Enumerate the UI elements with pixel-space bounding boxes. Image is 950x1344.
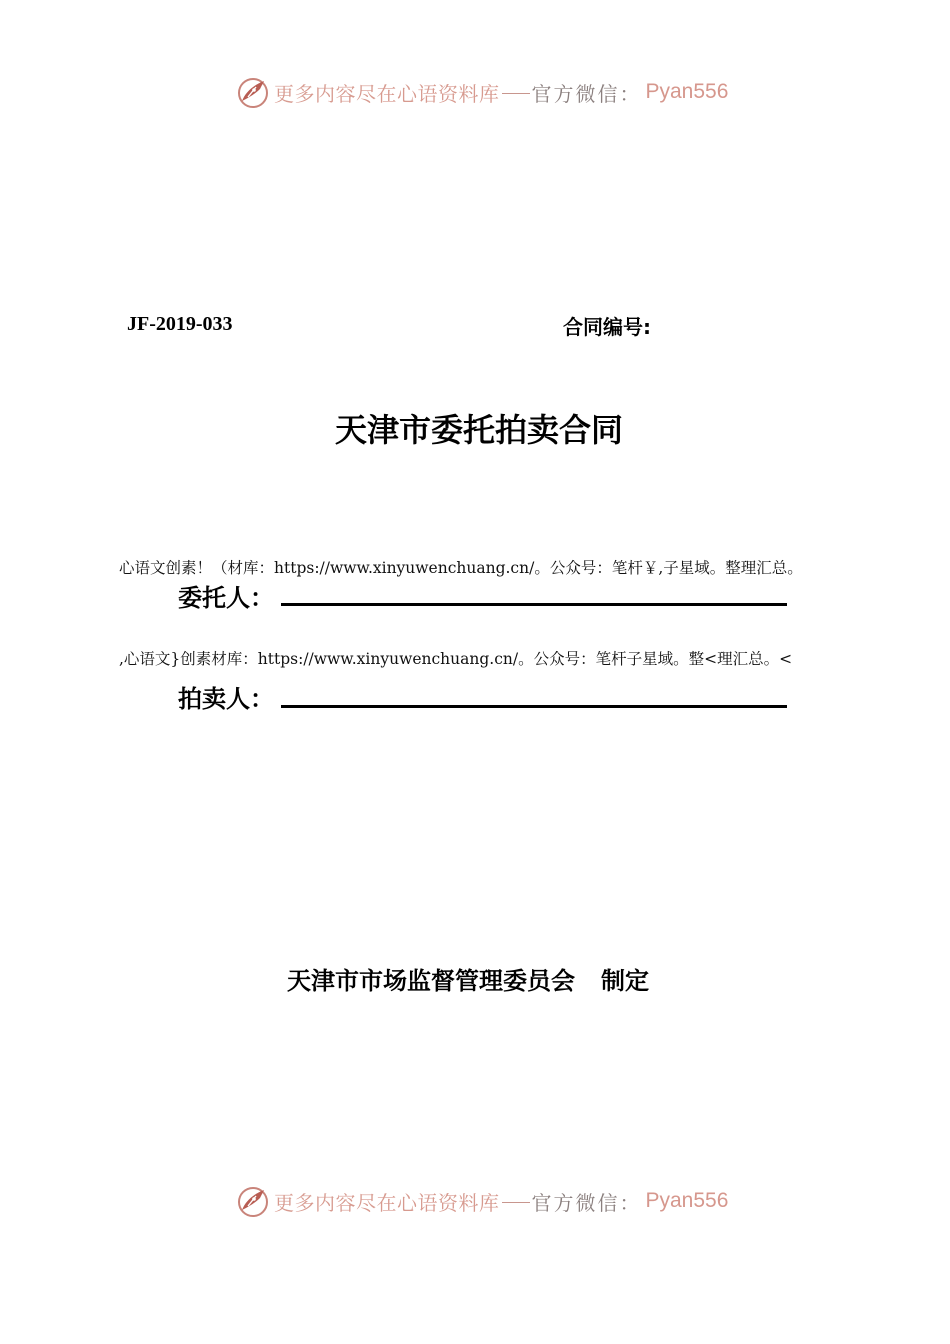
watermark-label: 官方微信： <box>531 1190 642 1215</box>
issuer-suffix: 制定 <box>601 967 649 995</box>
auctioneer-label: 拍卖人： <box>178 685 274 713</box>
auctioneer-signature-line[interactable] <box>281 705 787 708</box>
watermark-dash <box>502 93 530 94</box>
consignor-label: 委托人： <box>178 584 274 612</box>
watermark-top <box>236 72 728 112</box>
consignor-signature-line[interactable] <box>281 603 787 606</box>
contract-number-label: 合同编号: <box>563 315 651 339</box>
document-code: JF-2019-033 <box>127 313 233 335</box>
source-note-2: ,心语文}创素材库：https://www.xinyuwenchuang.cn/。公众号：笔杆子星域。整<理汇总。< <box>119 650 793 668</box>
source-note-1: 心语文创素！（材库：https://www.xinyuwenchuang.cn/。公众号：笔杆￥,子星域。整理汇总。 <box>119 559 803 577</box>
watermark-wechat-id: Pyan556 <box>645 80 729 103</box>
document-title: 天津市委托拍卖合同 <box>334 411 623 449</box>
issuer-name: 天津市市场监督管理委员会 <box>287 967 575 995</box>
pen-nib-logo-icon <box>236 1184 270 1218</box>
watermark-wechat-id: Pyan556 <box>645 1189 729 1212</box>
watermark-brand: 更多内容尽在心语资料库 <box>274 81 500 106</box>
watermark-label: 官方微信： <box>531 81 642 106</box>
pen-nib-logo-icon <box>236 75 270 109</box>
watermark-dash <box>502 1202 530 1203</box>
watermark-brand: 更多内容尽在心语资料库 <box>274 1190 500 1215</box>
watermark-bottom <box>236 1181 728 1221</box>
issuer-line <box>287 961 649 996</box>
